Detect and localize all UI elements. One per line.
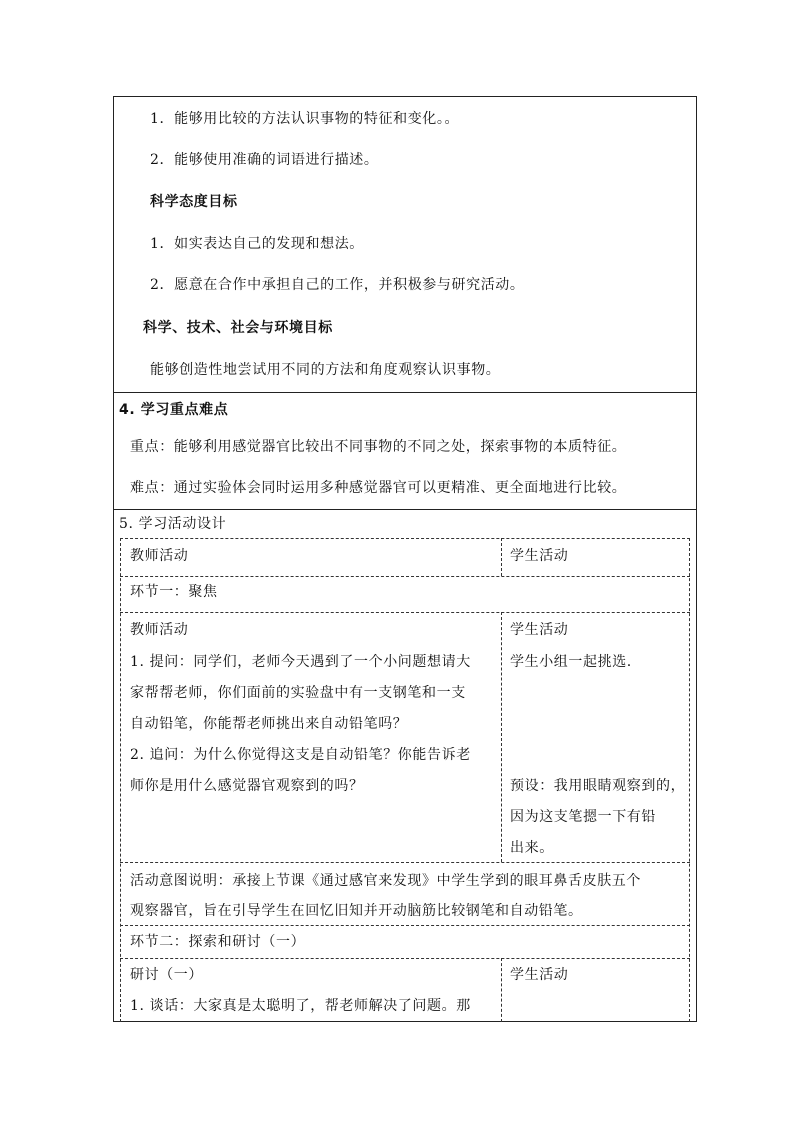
column-divider xyxy=(501,612,502,862)
sts-objective-title: 科学、技术、社会与环境目标 xyxy=(143,320,333,336)
objective-item-1: 1．能够用比较的方法认识事物的特征和变化。。 xyxy=(150,111,460,127)
key-points-title: 4. 学习重点难点 xyxy=(119,402,229,418)
objective-item-2: 2．能够使用准确的词语进行描述。 xyxy=(150,152,379,168)
stage1-student-predict: 出来。 xyxy=(510,840,554,856)
header-student-activity: 学生活动 xyxy=(510,548,569,564)
stage1-student-predict: 预设：我用眼睛观察到的， xyxy=(510,778,686,794)
stage1-teacher-label: 教师活动 xyxy=(130,622,189,638)
stage1-teacher-line: 师你是用什么感觉器官观察到的吗？ xyxy=(130,778,364,794)
key-point-difficulty: 难点：通过实验体会同时运用多种感觉器官可以更精准、更全面地进行比较。 xyxy=(130,480,627,496)
header-teacher-activity: 教师活动 xyxy=(130,548,189,564)
section-divider xyxy=(113,392,697,393)
row-divider xyxy=(120,925,690,926)
activity-design-title: 5. 学习活动设计 xyxy=(119,516,227,532)
section-divider xyxy=(113,509,697,510)
stage1-teacher-line: 1. 提问：同学们，老师今天遇到了一个小问题想请大 xyxy=(130,654,471,670)
stage2-title: 环节二：探索和研讨（一） xyxy=(130,934,306,950)
attitude-objective-title: 科学态度目标 xyxy=(150,194,238,210)
sts-objective-text: 能够创造性地尝试用不同的方法和角度观察认识事物。 xyxy=(150,362,501,378)
stage1-title: 环节一：聚焦 xyxy=(130,584,218,600)
row-divider xyxy=(120,576,690,577)
key-point-focus: 重点：能够利用感觉器官比较出不同事物的不同之处，探索事物的本质特征。 xyxy=(130,439,627,455)
stage2-student-label: 学生活动 xyxy=(510,967,569,983)
attitude-item-1: 1．如实表达自己的发现和想法。 xyxy=(150,236,364,252)
stage1-teacher-line: 自动铅笔，你能帮老师挑出来自动铅笔吗？ xyxy=(130,716,408,732)
attitude-item-2: 2．愿意在合作中承担自己的工作，并积极参与研究活动。 xyxy=(150,277,525,293)
stage1-student-predict: 因为这支笔摁一下有铅 xyxy=(510,809,656,825)
row-divider xyxy=(120,612,690,613)
row-divider xyxy=(120,958,690,959)
column-divider xyxy=(501,538,502,576)
stage1-student-label: 学生活动 xyxy=(510,622,569,638)
stage2-teacher-label: 研讨（一） xyxy=(130,967,203,983)
row-divider xyxy=(120,862,690,863)
column-divider xyxy=(501,958,502,1022)
stage1-teacher-line: 2. 追问：为什么你觉得这支是自动铅笔？你能告诉老 xyxy=(130,747,471,763)
stage2-teacher-line: 1. 谈话：大家真是太聪明了，帮老师解决了问题。那 xyxy=(130,998,471,1014)
stage1-student-line: 学生小组一起挑选. xyxy=(510,654,632,670)
stage1-teacher-line: 家帮帮老师，你们面前的实验盘中有一支钢笔和一支 xyxy=(130,685,466,701)
intent-line: 观察器官，旨在引导学生在回忆旧知并开动脑筋比较钢笔和自动铅笔。 xyxy=(130,903,583,919)
intent-line: 活动意图说明：承接上节课《通过感官来发现》中学生学到的眼耳鼻舌皮肤五个 xyxy=(130,873,641,889)
